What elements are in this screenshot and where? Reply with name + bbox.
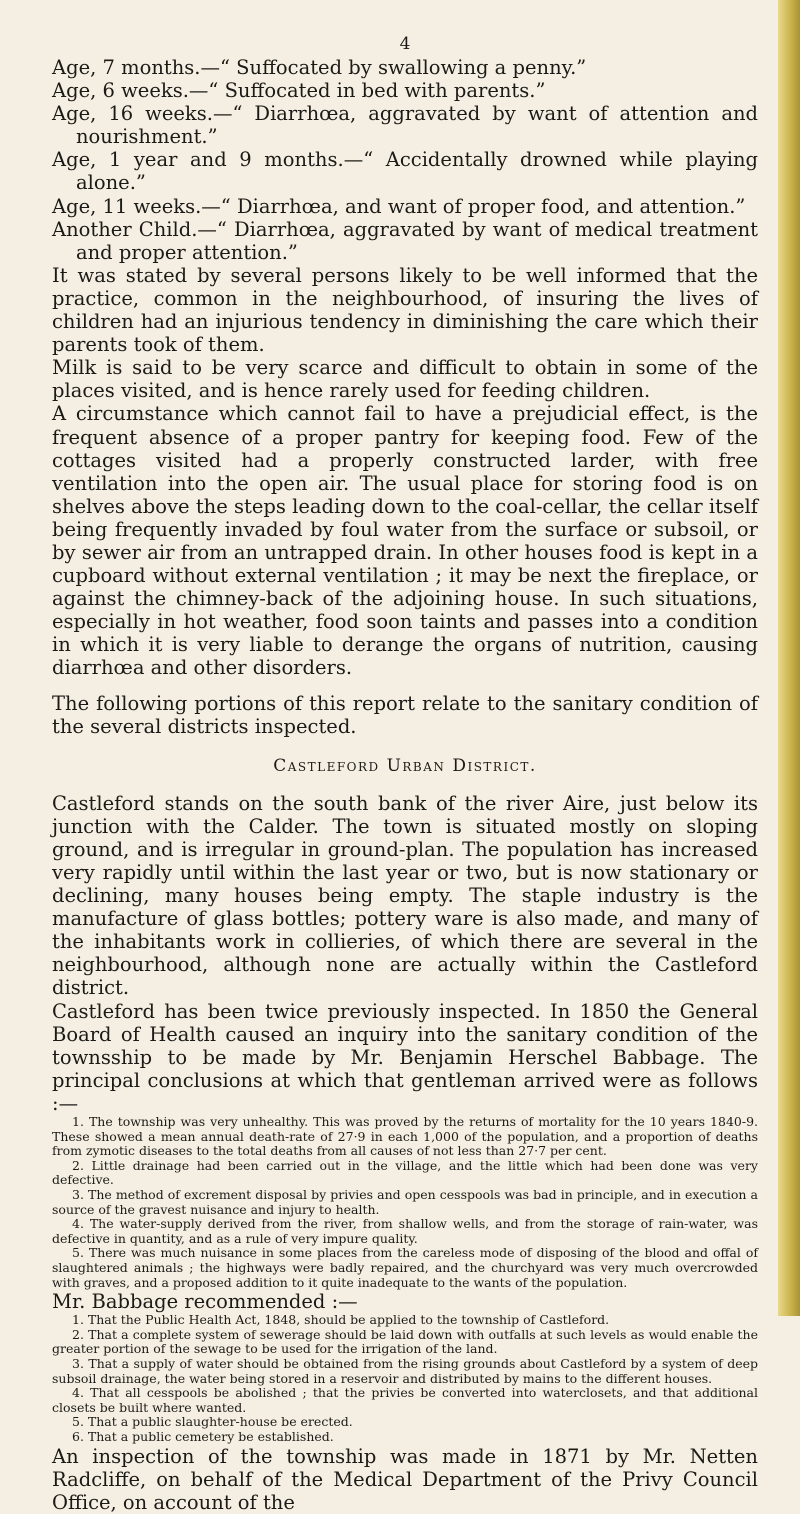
list-item: 4. The water-supply derived from the river, from shallow wells, and from the storage of rain-water, was defective in quantity, and as a rule of very impure quality. [52, 1216, 758, 1246]
case-entry: Another Child.—“ Diarrhœa, aggravated by want of medical treatment and proper attention.” [52, 217, 758, 264]
case-entry: Age, 11 weeks.—“ Diarrhœa, and want of proper food, and attention.” [52, 194, 746, 218]
paragraph-final: An inspection of the township was made in 1871 by Mr. Netten Radcliffe, on behalf of the Medical Department of the Privy Council Office, on account of the [52, 1444, 758, 1514]
paragraph-inspection-1850: Castleford has been twice previously inspected. In 1850 the General Board of Health caused an inquiry into the sanitary condition of the townsship to be made by Mr. Benjamin Herschel Babbage. The principal conclusions at which that gentleman arrived were as follows :— [52, 999, 758, 1115]
recommendations-list [52, 1313, 758, 1444]
case-entry: Age, 6 weeks.—“ Suffocated in bed with parents.” [52, 79, 546, 103]
case-entry: Age, 16 weeks.—“ Diarrhœa, aggravated by want of attention and nourishment.” [52, 102, 758, 149]
list-item: 3. The method of excrement disposal by privies and open cesspools was bad in principle, and in execution a source of the gravest nuisance and injury to health. [52, 1187, 758, 1217]
list-item: 1. The township was very unhealthy. This was proved by the returns of mortality for the 10 years 1840-9. These showed a mean annual death-rate of 27·9 in each 1,000 of the population, and a proportion of deaths from zymotic diseases to the total deaths from all causes of not less than 27·7 per cent. [52, 1114, 758, 1159]
page-number: 4 [399, 34, 411, 54]
case-entries [52, 56, 758, 264]
list-item: 6. That a public cemetery be established. [72, 1429, 334, 1444]
paragraph-pantry: A circumstance which cannot fail to have a prejudicial effect, is the frequent absence of a proper pantry for keeping food. Few of the cottages visited had a properly constructed larder, with free ventilation into the open air. The usual place for storing food is on shelves above the steps leading down to the coal-cellar, the cellar itself being frequently invaded by foul water from the surface or subsoil, or by sewer air from an untrapped drain. In other houses food is kept in a cupboard without external ventilation ; it may be next the fireplace, or against the chimney-back of the adjoining house. In such situations, especially in hot weather, food soon taints and passes into a condition in which it is very liable to derange the organs of nutrition, causing diarrhœa and other disorders. [52, 402, 758, 680]
paragraph-following: The following portions of this report relate to the sanitary condition of the several districts inspected. [52, 691, 758, 738]
list-item: 5. There was much nuisance in some places from the careless mode of disposing of the blood and offal of slaughtered animals ; the highways were badly repaired, and the churchyard was very much overcrowded with graves, and a proposed addition to it quite inadequate to the wants of the population. [52, 1245, 758, 1290]
list-item: 2. That a complete system of sewerage should be laid down with outfalls at such levels as would enable the greater portion of the sewage to be used for the irrigation of the land. [52, 1326, 758, 1357]
document-page [52, 0, 758, 1514]
list-item: 5. That a public slaughter-house be erected. [72, 1414, 353, 1430]
recommended-intro: Mr. Babbage recommended :— [52, 1290, 358, 1314]
body-section-3 [52, 792, 758, 1115]
list-item: 1. That the Public Health Act, 1848, should be applied to the township of Castleford. [72, 1312, 610, 1328]
section-heading: Castleford Urban District. [273, 755, 537, 776]
paragraph-insurance: It was stated by several persons likely to be well informed that the practice, common in the neighbourhood, of insuring the lives of children had an injurious tendency in diminishing the care which their parents took of them. [52, 263, 758, 357]
list-item: 3. That a supply of water should be obtained from the rising grounds about Castleford by a system of deep subsoil drainage, the water being stored in a reservoir and distributed by mains to the different houses. [52, 1356, 758, 1386]
paragraph-milk: Milk is said to be very scarce and difficult to obtain in some of the places visited, and is hence rarely used for feeding children. [52, 356, 758, 403]
case-entry: Age, 1 year and 9 months.—“ Accidentally drowned while playing alone.” [52, 148, 758, 195]
paragraph-castleford: Castleford stands on the south bank of the river Aire, just below its junction with the Calder. The town is situated mostly on sloping ground, and is irregular in ground-plan. The population has increased very rapidly until within the last year or two, but is now stationary or declining, many houses being empty. The staple industry is the manufacture of glass bottles; pottery ware is also made, and many of the inhabitants work in collieries, of which there are several in the neighbourhood, although none are actually within the Castleford district. [52, 791, 758, 1000]
conclusions-list [52, 1115, 758, 1290]
list-item: 4. That all cesspools be abolished ; that the privies be converted into waterclosets, and that additional closets be built where wanted. [52, 1385, 758, 1415]
case-entry: Age, 7 months.—“ Suffocated by swallowing a penny.” [52, 56, 587, 79]
body-section-1 [52, 264, 758, 680]
page-edge [778, 0, 800, 1316]
list-item: 2. Little drainage had been carried out in the village, and the little which had been done was very defective. [52, 1157, 758, 1188]
